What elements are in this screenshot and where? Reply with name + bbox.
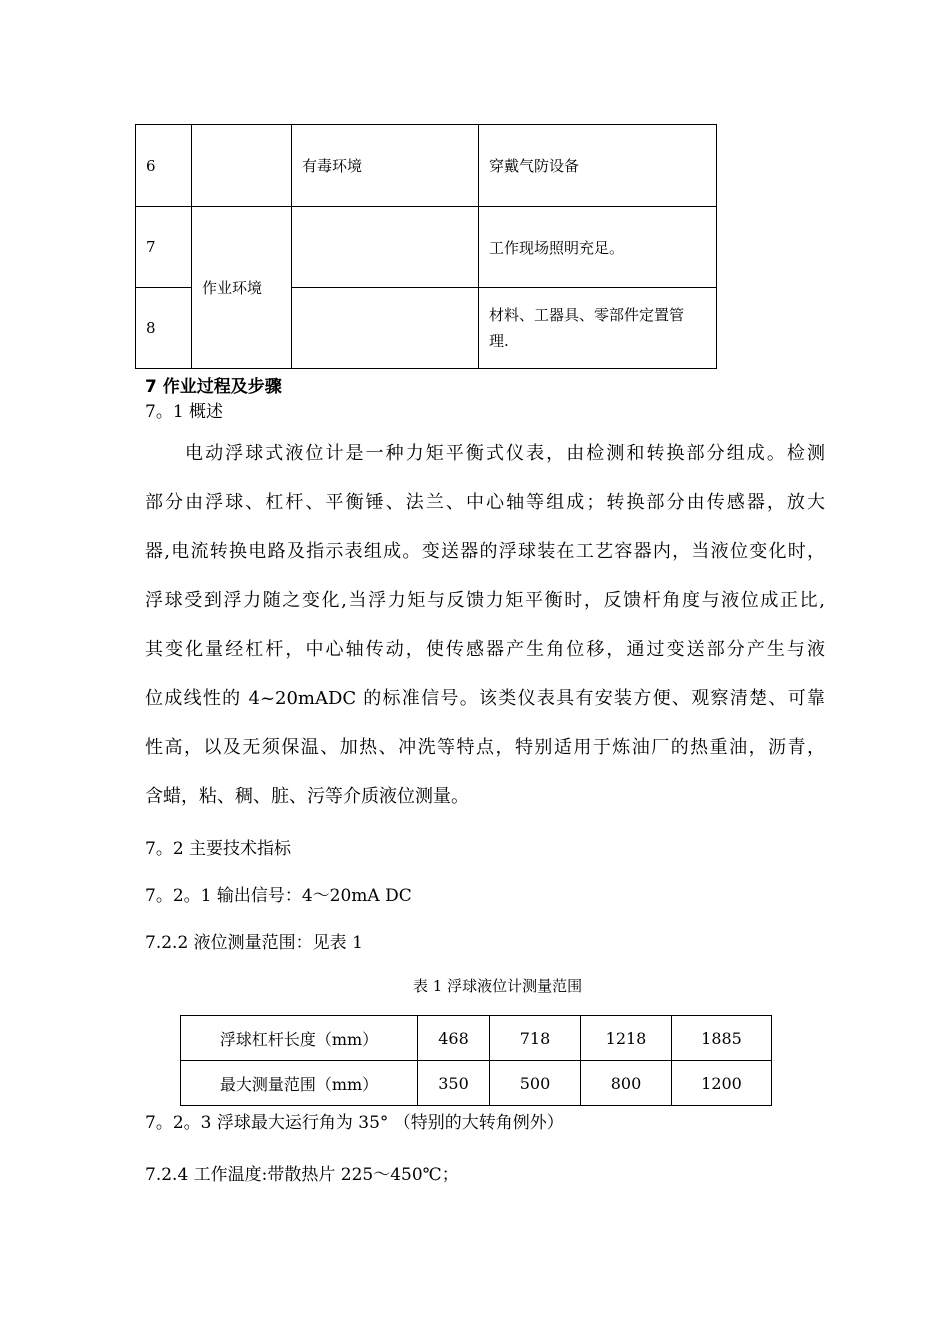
row-number: 6 — [136, 125, 192, 207]
work-environment-table — [135, 124, 717, 369]
paragraph-line: 性高，以及无须保温、加热、冲洗等特点，特别适用于炼油厂的热重油，沥青， — [145, 737, 825, 758]
row-label: 浮球杠杆长度（mm） — [181, 1016, 418, 1061]
table-row — [136, 207, 717, 288]
table-cell: 500 — [490, 1061, 581, 1106]
spec-max-angle: 7。2。3 浮球最大运行角为 35° （特别的大转角例外） — [145, 1113, 564, 1133]
hazard-cell — [292, 207, 479, 288]
spec-working-temperature: 7.2.4 工作温度:带散热片 225～450℃； — [145, 1165, 459, 1185]
paragraph-line: 器,电流转换电路及指示表组成。变送器的浮球装在工艺容器内，当液位变化时， — [145, 541, 825, 562]
measure-cell — [479, 288, 717, 369]
table-cell: 1885 — [672, 1016, 772, 1061]
category-cell: 作业环境 — [192, 207, 292, 369]
row-number: 8 — [136, 288, 192, 369]
table-caption: 表 1 浮球液位计测量范围 — [413, 977, 583, 995]
spec-output-signal: 7。2。1 输出信号：4～20mA DC — [145, 886, 412, 906]
table-cell: 1200 — [672, 1061, 772, 1106]
paragraph-line: 部分由浮球、杠杆、平衡锤、法兰、中心轴等组成；转换部分由传感器，放大 — [145, 492, 825, 513]
paragraph-line: 电动浮球式液位计是一种力矩平衡式仪表，由检测和转换部分组成。检测 — [185, 443, 825, 464]
overview-paragraph — [145, 429, 825, 821]
paragraph-line: 其变化量经杠杆，中心轴传动，使传感器产生角位移，通过变送部分产生与液 — [145, 639, 825, 660]
measurement-range-table — [180, 1015, 772, 1106]
paragraph-line: 含蜡，粘、稠、脏、污等介质液位测量。 — [145, 786, 469, 807]
measure-cell: 工作现场照明充足。 — [479, 207, 717, 288]
category-cell — [192, 125, 292, 207]
table-cell: 350 — [418, 1061, 490, 1106]
table-cell: 718 — [490, 1016, 581, 1061]
table-cell: 1218 — [581, 1016, 672, 1061]
spec-measurement-range: 7.2.2 液位测量范围：见表 1 — [145, 933, 363, 953]
measure-line: 材料、工器具、零部件定置管 — [489, 306, 685, 324]
hazard-cell: 有毒环境 — [292, 125, 479, 207]
measure-line: 理. — [489, 332, 509, 350]
paragraph-line: 位成线性的 4~20mADC 的标准信号。该类仪表具有安装方便、观察清楚、可靠 — [145, 688, 825, 709]
subsection-title-7-1: 7。1 概述 — [145, 402, 224, 422]
row-number: 7 — [136, 207, 192, 288]
subsection-title-7-2: 7。2 主要技术指标 — [145, 839, 292, 859]
hazard-cell — [292, 288, 479, 369]
table-row — [181, 1016, 772, 1061]
table-cell: 468 — [418, 1016, 490, 1061]
section-heading: 7 作业过程及步骤 — [145, 377, 282, 397]
measure-cell: 穿戴气防设备 — [479, 125, 717, 207]
row-label: 最大测量范围（mm） — [181, 1061, 418, 1106]
table-row — [136, 125, 717, 207]
paragraph-line: 浮球受到浮力随之变化,当浮力矩与反馈力矩平衡时，反馈杆角度与液位成正比, — [145, 590, 825, 611]
table-row — [181, 1061, 772, 1106]
table-cell: 800 — [581, 1061, 672, 1106]
